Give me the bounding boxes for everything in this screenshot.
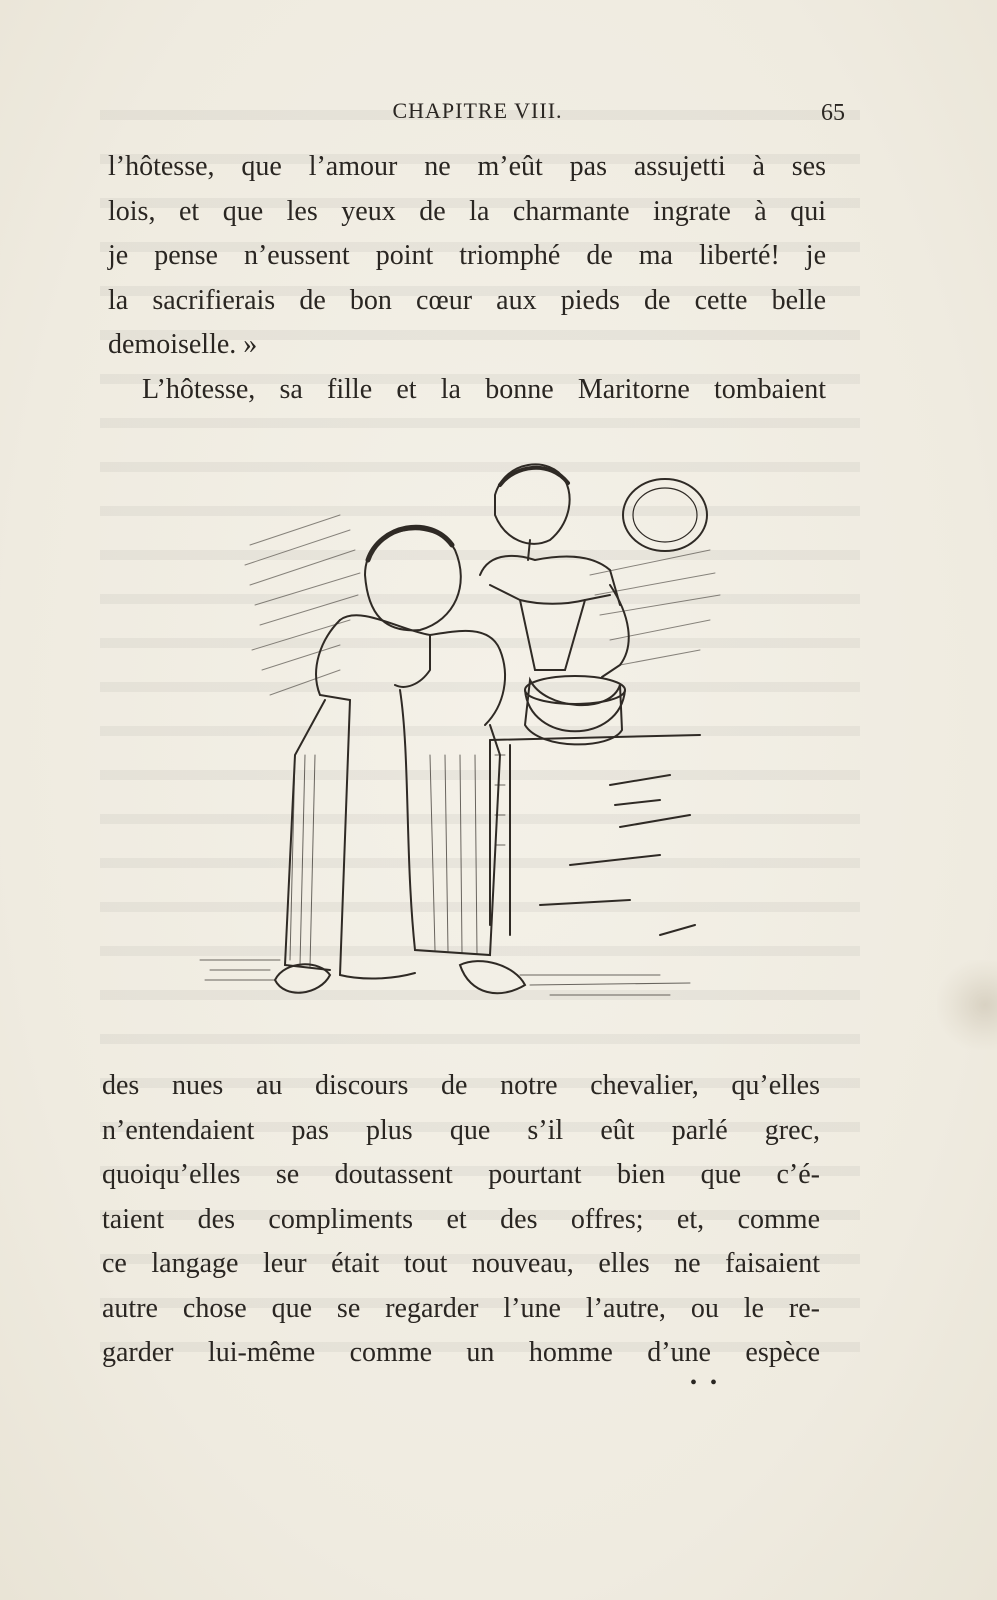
text-line: la sacrifierais de bon cœur aux pieds de cette belle [108, 284, 826, 316]
text-line: l’hôtesse, que l’amour ne m’eût pas assujetti à ses [108, 151, 826, 182]
table [490, 735, 700, 935]
text-line: autre chose que se regarder l’une l’autre, ou le re- [102, 1292, 820, 1324]
text-line: L’hôtesse, sa fille et la bonne Maritorne tombaient [142, 373, 826, 405]
engraving-illustration [190, 455, 750, 1015]
paper-stain [937, 960, 997, 1050]
text-line: demoiselle. » [108, 329, 258, 360]
text-line: n’entendaient pas plus que s’il eût parlé grec, [102, 1114, 820, 1146]
mixing-bowl [525, 676, 625, 731]
chapter-title: CHAPITRE VIII. [392, 98, 563, 123]
hostess-figure [275, 527, 525, 993]
paragraph-top [108, 145, 826, 412]
text-line: ce langage leur était tout nouveau, elles ne faisaient [102, 1248, 820, 1279]
text-line: garder lui-même comme un homme d’une espèce [102, 1337, 820, 1368]
text-line: quoiqu’elles se doutassent pourtant bien que c’é- [102, 1159, 820, 1190]
page-number: 65 [821, 100, 845, 126]
signature-mark: • • [690, 1372, 722, 1394]
text-line: lois, et que les yeux de la charmante ingrate à qui [108, 195, 826, 227]
paragraph-bottom [102, 1064, 820, 1376]
text-line: je pense n’eussent point triomphé de ma liberté! je [108, 240, 826, 271]
text-line: taient des compliments et des offres; et, comme [102, 1203, 820, 1235]
text-line: des nues au discours de notre chevalier, qu’elles [102, 1070, 820, 1101]
running-header [110, 96, 845, 130]
hanging-plate [623, 479, 707, 551]
ground-hatching [200, 960, 690, 995]
